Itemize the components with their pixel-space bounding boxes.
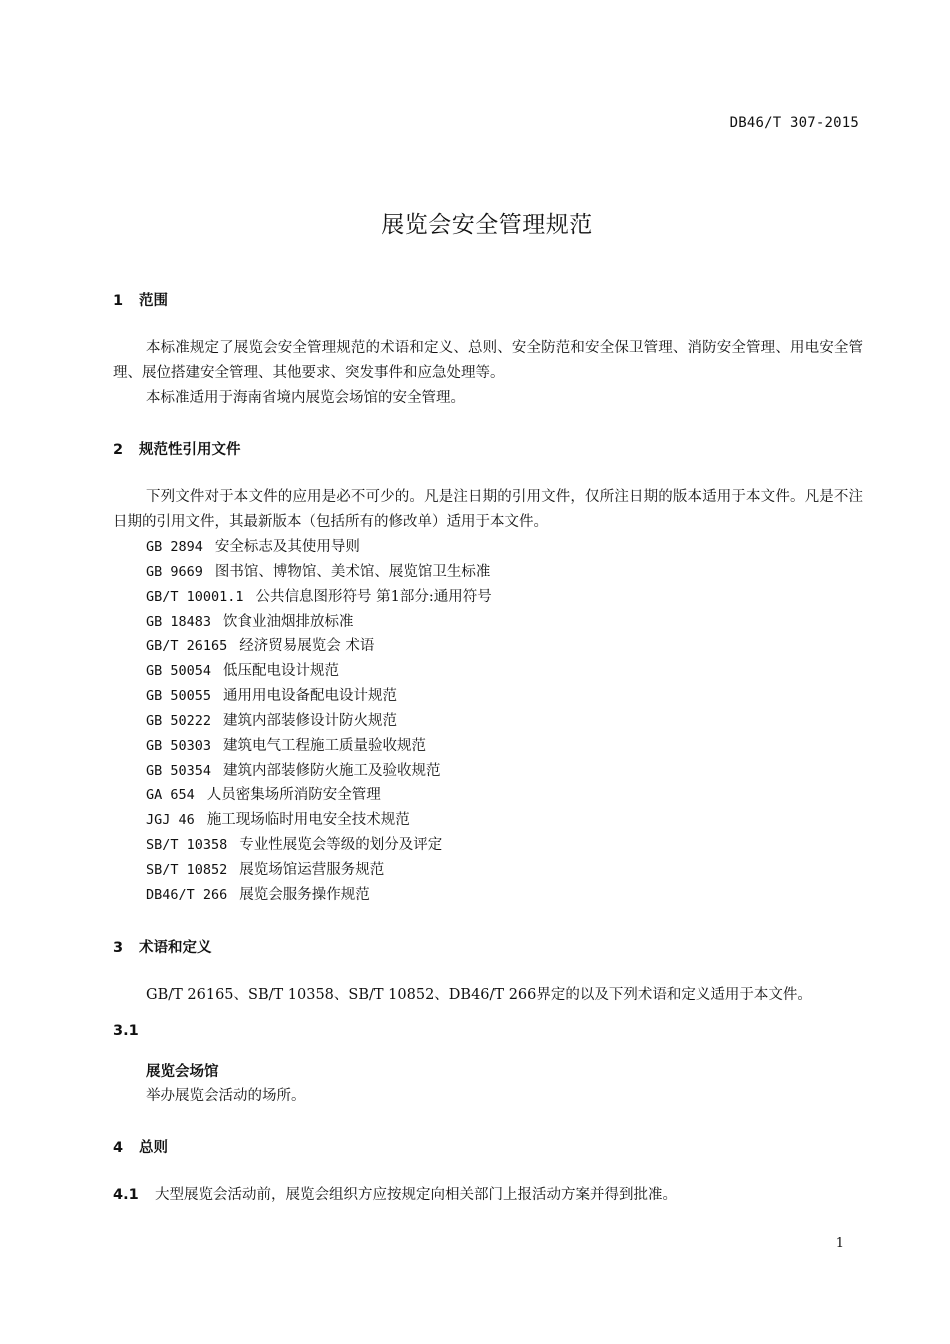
section-number: 4	[113, 1140, 124, 1156]
reference-item	[146, 634, 492, 659]
scope-paragraph-1: 本标准规定了展览会安全管理规范的术语和定义、总则、安全防范和安全保卫管理、消防安全管理、用电安全管理、展位搭建安全管理、其他要求、突发事件和应急处理等。	[113, 340, 863, 381]
reference-code: DB46/T 266	[146, 886, 228, 903]
reference-title: 经济贸易展览会 术语	[239, 638, 375, 655]
reference-item	[146, 610, 492, 635]
reference-title: 图书馆、博物馆、美术馆、展览馆卫生标准	[214, 563, 491, 580]
section-heading-scope	[113, 289, 168, 310]
reference-code: GB 9669	[146, 563, 203, 580]
reference-code: GB 50354	[146, 762, 212, 779]
section-number: 1	[113, 293, 124, 309]
reference-item	[146, 585, 492, 610]
reference-title: 专业性展览会等级的划分及评定	[239, 837, 443, 854]
reference-code: GB 18483	[146, 613, 212, 630]
term-exhibition-venue: 展览会场馆	[146, 1064, 219, 1080]
reference-code: SB/T 10358	[146, 837, 228, 854]
scope-paragraph-2: 本标准适用于海南省境内展览会场馆的安全管理。	[146, 390, 465, 406]
reference-code: GB 50055	[146, 688, 212, 705]
reference-item	[146, 833, 492, 858]
section-number: 3	[113, 940, 124, 956]
reference-item	[146, 659, 492, 684]
section-heading-normative-references	[113, 438, 241, 459]
reference-code: GB 50054	[146, 663, 212, 680]
reference-title: 展览会服务操作规范	[239, 886, 370, 903]
reference-item	[146, 883, 492, 908]
term-definition: 举办展览会活动的场所。	[146, 1088, 306, 1104]
clause-4-1	[113, 1183, 677, 1204]
clause-number: 4.1	[113, 1187, 139, 1203]
references-intro: 下列文件对于本文件的应用是必不可少的。凡是注日期的引用文件，仅所注日期的版本适用于本文件。凡是不注日期的引用文件，其最新版本（包括所有的修改单）适用于本文件。	[113, 489, 863, 530]
reference-code: GB/T 10001.1	[146, 588, 244, 605]
reference-item	[146, 808, 492, 833]
terms-intro: GB/T 26165、SB/T 10358、SB/T 10852、DB46/T 266界定的以及下列术语和定义适用于本文件。	[146, 987, 812, 1003]
document-title: 展览会安全管理规范	[381, 212, 593, 238]
reference-title: 建筑内部装修防火施工及验收规范	[223, 762, 441, 779]
section-title: 总则	[139, 1140, 168, 1156]
reference-item	[146, 684, 492, 709]
standard-code: DB46/T 307-2015	[729, 115, 859, 131]
reference-item	[146, 535, 492, 560]
reference-item	[146, 783, 492, 808]
reference-item	[146, 734, 492, 759]
page-number: 1	[835, 1236, 844, 1251]
reference-item	[146, 560, 492, 585]
reference-code: SB/T 10852	[146, 861, 228, 878]
section-title: 范围	[139, 293, 168, 309]
reference-title: 展览场馆运营服务规范	[239, 861, 385, 878]
reference-title: 建筑电气工程施工质量验收规范	[223, 737, 427, 754]
section-title: 规范性引用文件	[139, 442, 241, 458]
reference-list	[146, 535, 492, 908]
reference-title: 低压配电设计规范	[223, 663, 340, 680]
reference-title: 人员密集场所消防安全管理	[206, 787, 381, 804]
reference-title: 通用用电设备配电设计规范	[223, 688, 398, 705]
reference-code: GB 2894	[146, 539, 203, 555]
section-heading-terms-definitions	[113, 936, 212, 957]
section-title: 术语和定义	[139, 940, 212, 956]
reference-item	[146, 759, 492, 784]
reference-item	[146, 858, 492, 883]
section-number: 2	[113, 442, 124, 458]
reference-code: GB 50222	[146, 712, 212, 729]
reference-code: GB/T 26165	[146, 638, 228, 655]
reference-item	[146, 709, 492, 734]
reference-title: 建筑内部装修设计防火规范	[223, 712, 398, 729]
clause-number-3-1: 3.1	[113, 1023, 139, 1039]
reference-code: JGJ 46	[146, 812, 195, 829]
reference-code: GA 654	[146, 787, 195, 804]
reference-title: 公共信息图形符号 第1部分:通用符号	[255, 588, 492, 605]
reference-code: GB 50303	[146, 737, 212, 754]
reference-title: 饮食业油烟排放标准	[223, 613, 354, 630]
reference-title: 施工现场临时用电安全技术规范	[206, 812, 410, 829]
clause-text: 大型展览会活动前，展览会组织方应按规定向相关部门上报活动方案并得到批准。	[155, 1187, 677, 1203]
reference-title: 安全标志及其使用导则	[214, 539, 360, 555]
section-heading-general	[113, 1136, 168, 1157]
